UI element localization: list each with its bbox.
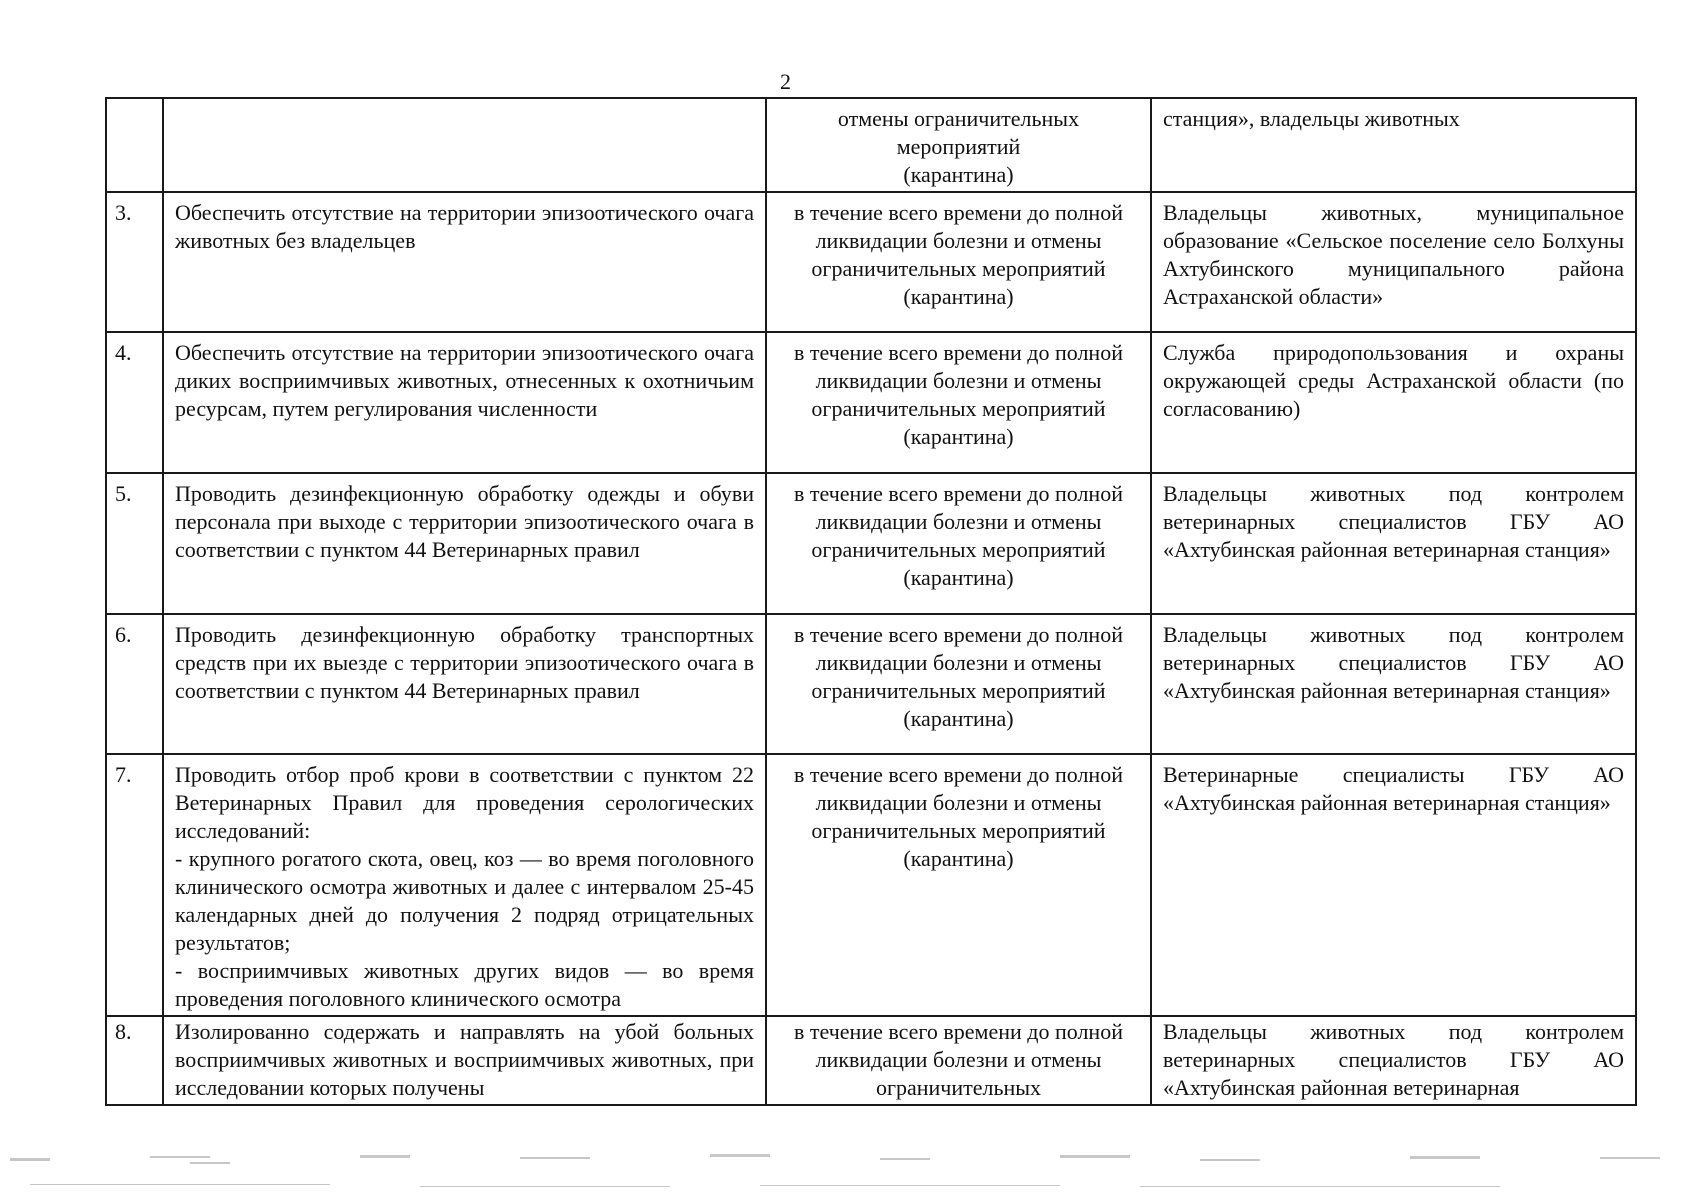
row-number: 5. [106,473,163,614]
deadline-cell: отмены ограничительных мероприятий (карантина) [766,98,1151,192]
measure-cell: Изолированно содержать и направлять на убой больных восприимчивых животных и восприимчивых животных, при исследовании которых получены [163,1016,766,1105]
responsible-cell: Владельцы животных под контролем ветеринарных специалистов ГБУ АО «Ахтубинская районная ветеринарная станция» [1151,614,1636,754]
deadline-cell: в течение всего времени до полной ликвидации болезни и отмены ограничительных мероприятий (карантина) [766,614,1151,754]
responsible-cell: Служба природопользования и охраны окружающей среды Астраханской области (по согласованию) [1151,332,1636,473]
responsible-cell: Ветеринарные специалисты ГБУ АО «Ахтубинская районная ветеринарная станция» [1151,754,1636,1016]
deadline-cell: в течение всего времени до полной ликвидации болезни и отмены ограничительных [766,1016,1151,1105]
responsible-cell: Владельцы животных, муниципальное образование «Сельское поселение село Болхуны Ахтубинского муниципального района Астраханской области» [1151,192,1636,332]
measure-cell: Проводить отбор проб крови в соответствии с пунктом 22 Ветеринарных Правил для проведения серологических исследований: - крупного рогатого скота, овец, коз — во время поголовного клинического осмотра животных и далее с интервалом 25-45 календарных дней до получения 2 подряд отрицательных результатов; - восприимчивых животных других видов — во время проведения поголовного клинического осмотра [163,754,766,1016]
responsible-cell: Владельцы животных под контролем ветеринарных специалистов ГБУ АО «Ахтубинская районная ветеринарная [1151,1016,1636,1105]
deadline-cell: в течение всего времени до полной ликвидации болезни и отмены ограничительных мероприятий (карантина) [766,332,1151,473]
deadline-cell: в течение всего времени до полной ликвидации болезни и отмены ограничительных мероприятий (карантина) [766,192,1151,332]
row-number: 4. [106,332,163,473]
table-row [106,332,1636,473]
deadline-cell: в течение всего времени до полной ликвидации болезни и отмены ограничительных мероприятий (карантина) [766,754,1151,1016]
table-row [106,473,1636,614]
measure-cell: Обеспечить отсутствие на территории эпизоотического очага диких восприимчивых животных, отнесенных к охотничьим ресурсам, путем регулирования численности [163,332,766,473]
page-number: 2 [780,69,791,94]
row-number [106,98,163,192]
row-number: 6. [106,614,163,754]
measure-cell: Обеспечить отсутствие на территории эпизоотического очага животных без владельцев [163,192,766,332]
row-number: 7. [106,754,163,1016]
responsible-cell: станция», владельцы животных [1151,98,1636,192]
row-number: 8. [106,1016,163,1105]
table-row [106,614,1636,754]
measure-cell: Проводить дезинфекционную обработку одежды и обуви персонала при выходе с территории эпизоотического очага в соответствии с пунктом 44 Ветеринарных правил [163,473,766,614]
table-row [106,192,1636,332]
table-row [106,754,1636,1016]
measure-cell [163,98,766,192]
row-number: 3. [106,192,163,332]
measure-cell: Проводить дезинфекционную обработку транспортных средств при их выезде с территории эпизоотического очага в соответствии с пунктом 44 Ветеринарных правил [163,614,766,754]
measures-table [105,97,1637,1106]
scan-noise-decoration [0,1130,1694,1200]
deadline-cell: в течение всего времени до полной ликвидации болезни и отмены ограничительных мероприятий (карантина) [766,473,1151,614]
table-row [106,1016,1636,1105]
responsible-cell: Владельцы животных под контролем ветеринарных специалистов ГБУ АО «Ахтубинская районная ветеринарная станция» [1151,473,1636,614]
table-row [106,98,1636,192]
